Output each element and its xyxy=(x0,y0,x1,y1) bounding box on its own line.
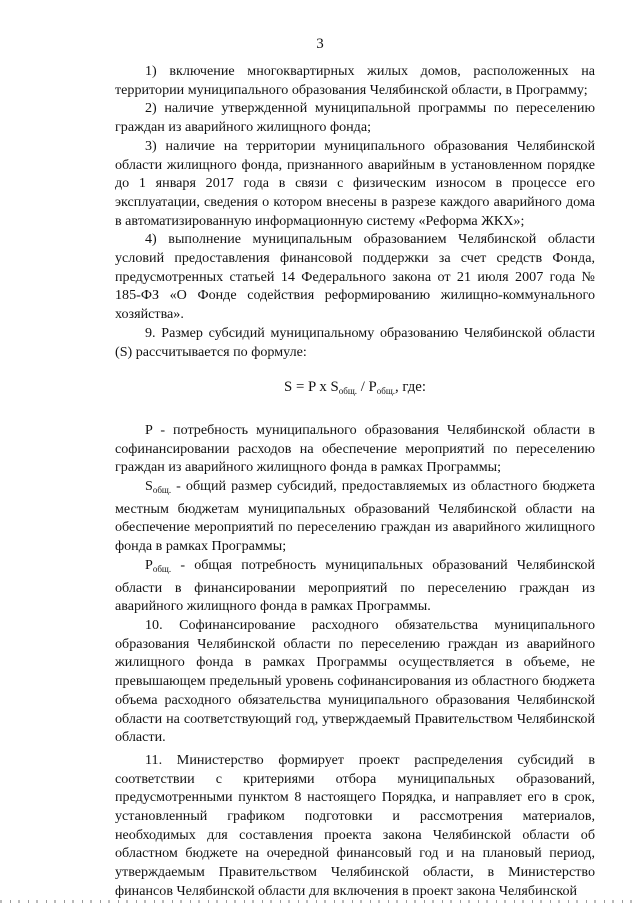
symbol-p-sub: общ. xyxy=(152,563,172,574)
definition-p-total xyxy=(115,556,595,616)
symbol-p: P xyxy=(145,556,153,573)
definition-s-text: - общий размер субсидий, предоставляемых из областного бюджета местным бюджетам муниципальных образований Челябинской области на обеспечение мероприятий по переселению граждан из аварийного жилищного фонда в рамках Программы; xyxy=(115,478,595,555)
symbol-s: S xyxy=(145,478,153,495)
condition-item-2: 2) наличие утвержденной муниципальной программы по переселению граждан из аварийного жилищного фонда; xyxy=(115,100,595,136)
definition-s-total xyxy=(115,477,595,556)
scan-artifact-line xyxy=(0,900,640,903)
page-number: 3 xyxy=(316,36,324,52)
definition-p-text: - общая потребность муниципальных образований Челябинской области в финансировании мероприятий по переселению граждан из аварийного жилищного фонда в рамках Программы. xyxy=(115,556,595,615)
paragraph-11: 11. Министерство формирует проект распределения субсидий в соответствии с критериями отбора муниципальных образований, предусмотренными пунктом 8 настоящего Порядка, и направляет его в срок, установленный графиком подготовки и рассмотрения материалов, необходимых для составления проекта закона Челябинской области об областном бюджете на очередной финансовый год и на плановый период, утверждаемым Правительством Челябинской области, в Министерство финансов Челябинской области для включения в проект закона Челябинской xyxy=(115,751,595,899)
paragraph-9: 9. Размер субсидий муниципальному образованию Челябинской области (S) рассчитывается по формуле: xyxy=(115,324,595,360)
formula-lhs: S = P x S xyxy=(284,379,339,396)
subsidy-formula xyxy=(115,378,595,401)
condition-item-4: 4) выполнение муниципальным образованием Челябинской области условий предоставления финансовой поддержки за счет средств Фонда, предусмотренных статьей 14 Федерального закона от 21 июля 2007 года № 185-ФЗ «О Фонде содействия реформированию жилищно-коммунального хозяйства». xyxy=(115,231,595,323)
formula-rhs: , где: xyxy=(395,379,426,396)
paragraph-10: 10. Софинансирование расходного обязательства муниципального образования Челябинской области по переселению граждан из аварийного жилищного фонда в рамках Программы осуществляется в объеме, не превышающем предельный уровень софинансирования из областного бюджета объема расходного обязательства муниципального образования Челябинской области на соответствующий год, утверждаемый Правительством Челябинской области. xyxy=(115,616,595,746)
formula-mid: / P xyxy=(357,379,377,396)
symbol-s-sub: общ. xyxy=(152,485,172,496)
formula-sub-1: общ. xyxy=(338,386,357,397)
condition-item-1: 1) включение многоквартирных жилых домов, расположенных на территории муниципального образования Челябинской области, в Программу; xyxy=(115,63,595,98)
condition-item-3: 3) наличие на территории муниципального образования Челябинской области жилищного фонда, признанного аварийным в установленном порядке до 1 января 2017 года в связи с физическим износом в процессе его эксплуатации, сведения о котором внесены в разрезе каждого аварийного дома в автоматизированную информационную систему «Реформа ЖКХ»; xyxy=(115,137,595,229)
definition-p: P - потребность муниципального образования Челябинской области в софинансировании расходов на обеспечение мероприятий по переселению граждан из аварийного жилищного фонда в рамках Программы; xyxy=(115,421,595,476)
formula-sub-2: общ. xyxy=(376,386,396,397)
document-body xyxy=(115,62,595,901)
